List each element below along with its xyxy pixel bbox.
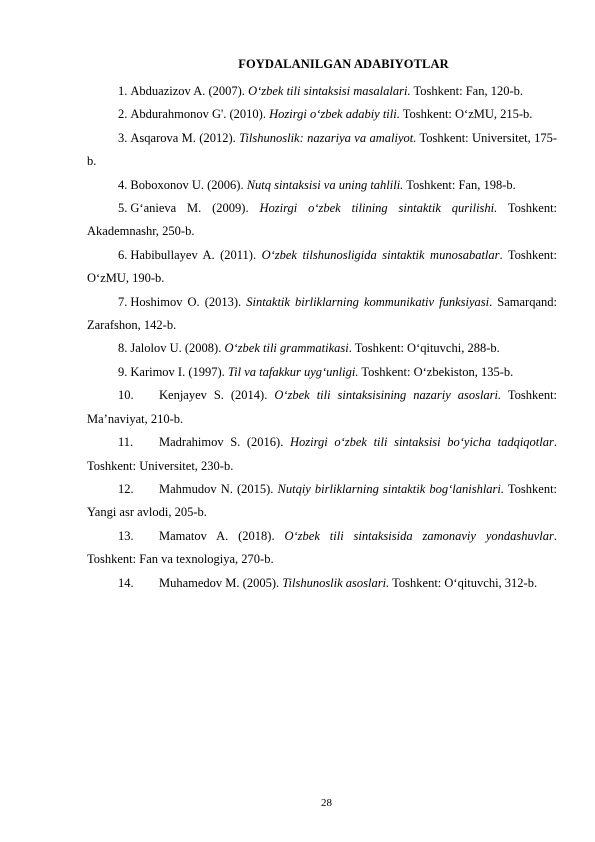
reference-item: 4. Boboxonov U. (2006). Nutq sintaksisi va uning tahlili. Toshkent: Fan, 198-b. xyxy=(118,177,516,192)
reference-item: 8. Jalolov U. (2008). O‘zbek tili grammatikasi. Toshkent: O‘qituvchi, 288-b. xyxy=(118,341,500,356)
reference-item: 10. Kenjayev S. (2014). O‘zbek tili sintaksisining nazariy asoslari. Toshkent: Ma’naviyat, 210-b. xyxy=(87,388,558,426)
reference-item: 13. Mamatov A. (2018). O‘zbek tili sintaksisida zamonaviy yondashuvlar. Toshkent: Fan va texnologiya, 270-b. xyxy=(87,528,557,567)
reference-item: 12. Mahmudov N. (2015). Nutqiy birliklarning sintaktik bog‘lanishlari. Toshkent: Yangi asr avlodi, 205-b. xyxy=(87,481,558,520)
reference-item: 5. G‘anieva M. (2009). Hozirgi o‘zbek tilining sintaktik qurilishi. Toshkent: Akademnashr, 250-b. xyxy=(87,201,558,239)
reference-item: 14. Muhamedov M. (2005). Tilshunoslik asoslari. Toshkent: O‘qituvchi, 312-b. xyxy=(118,575,538,590)
reference-item: 2. Abdurahmonov G'. (2010). Hozirgi o‘zbek adabiy tili. Toshkent: O‘zMU, 215-b. xyxy=(118,107,533,122)
reference-item: 3. Asqarova M. (2012). Tilshunoslik: nazariya va amaliyot. Toshkent: Universitet, 175-b. xyxy=(87,130,558,169)
reference-item: 1. Abduazizov A. (2007). O‘zbek tili sintaksisi masalalari. Toshkent: Fan, 120-b. xyxy=(118,84,524,98)
page-title: FOYDALANILGAN ADABIYOTLAR xyxy=(238,57,449,71)
reference-item: 7. Hoshimov O. (2013). Sintaktik birliklarning kommunikativ funksiyasi. Samarqand: Zarafshon, 142-b. xyxy=(87,294,557,333)
reference-list xyxy=(87,80,557,595)
reference-item: 9. Karimov I. (1997). Til va tafakkur uyg‘unligi. Toshkent: O‘zbekiston, 135-b. xyxy=(118,364,514,379)
reference-item: 6. Habibullayev A. (2011). O‘zbek tilshunosligida sintaktik munosabatlar. Toshkent: O‘zMU, 190-b. xyxy=(87,247,557,286)
reference-item: 11. Madrahimov S. (2016). Hozirgi o‘zbek tili sintaksisi bo‘yicha tadqiqotlar. Toshkent: Universitet, 230-b. xyxy=(87,435,557,473)
page-number: 28 xyxy=(321,797,332,809)
